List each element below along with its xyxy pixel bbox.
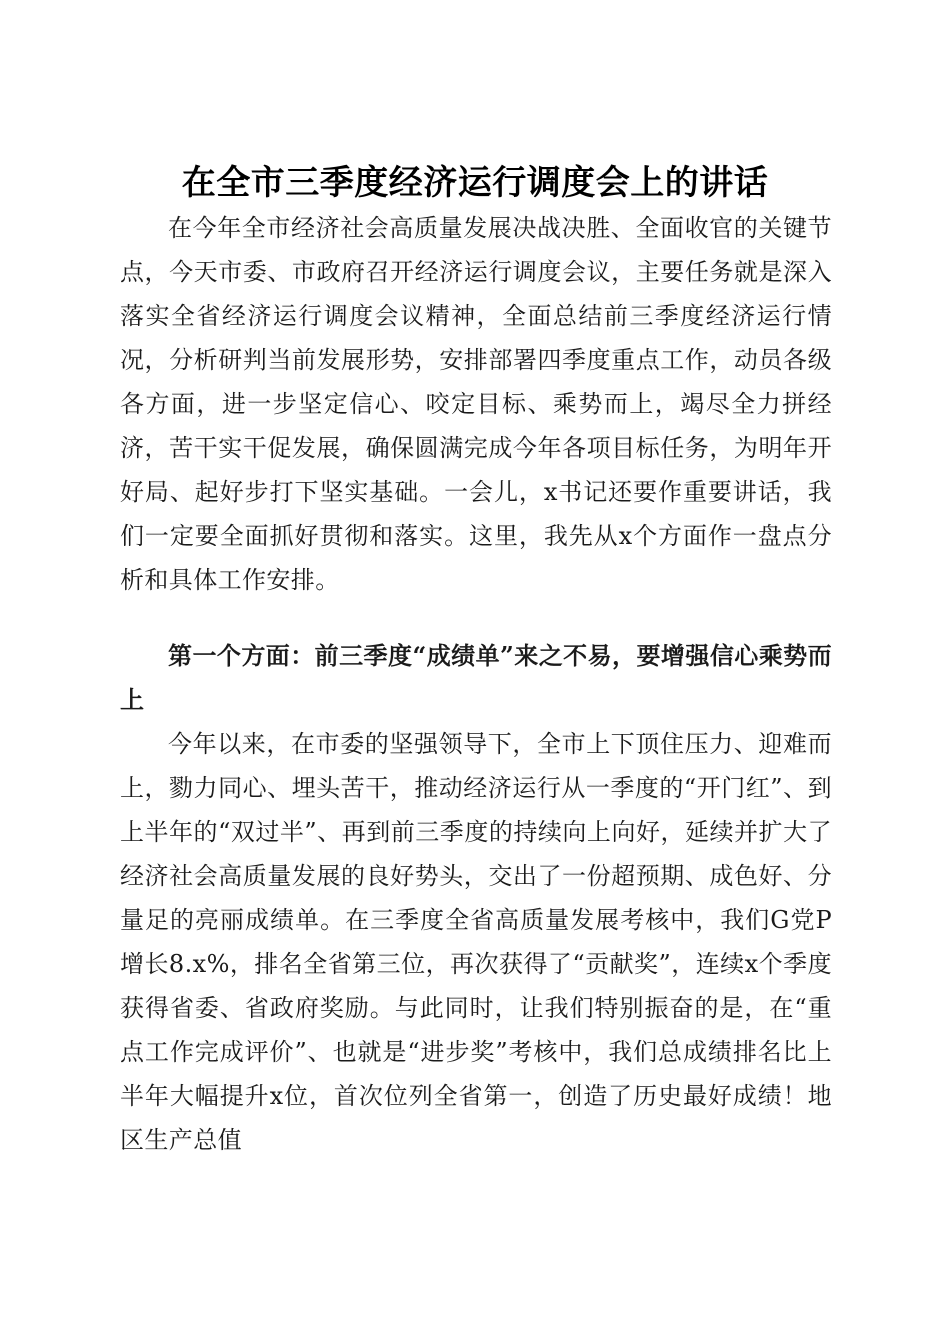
section-1-body [120, 722, 832, 1162]
paragraph-intro: 在今年全市经济社会高质量发展决战决胜、全面收官的关键节点，今天市委、市政府召开经济运行调度会议，主要任务就是深入落实全省经济运行调度会议精神，全面总结前三季度经济运行情况，分析研判当前发展形势，安排部署四季度重点工作，动员各级各方面，进一步坚定信心、咬定目标、乘势而上，竭尽全力拼经济，苦干实干促发展，确保圆满完成今年各项目标任务，为明年开好局、起好步打下坚实基础。一会儿，x书记还要作重要讲话，我们一定要全面抓好贯彻和落实。这里，我先从x个方面作一盘点分析和具体工作安排。 [120, 214, 832, 594]
document-title: 在全市三季度经济运行调度会上的讲话 [181, 162, 769, 203]
paragraph-achievements: 今年以来，在市委的坚强领导下，全市上下顶住压力、迎难而上，勠力同心、埋头苦干，推动经济运行从一季度的“开门红”、到上半年的“双过半”、再到前三季度的持续向上向好，延续并扩大了经济社会高质量发展的良好势头，交出了一份超预期、成色好、分量足的亮丽成绩单。在三季度全省高质量发展考核中，我们G党P增长8.x%，排名全省第三位，再次获得了“贡献奖”，连续x个季度获得省委、省政府奖励。与此同时，让我们特别振奋的是，在“重点工作完成评价”、也就是“进步奖”考核中，我们总成绩排名比上半年大幅提升x位，首次位列全省第一，创造了历史最好成绩！地区生产总值 [120, 730, 832, 1154]
section-heading-1: 第一个方面：前三季度“成绩单”来之不易，要增强信心乘势而上 [120, 641, 832, 714]
intro-section [120, 206, 832, 602]
section-1-heading-block [120, 634, 832, 722]
